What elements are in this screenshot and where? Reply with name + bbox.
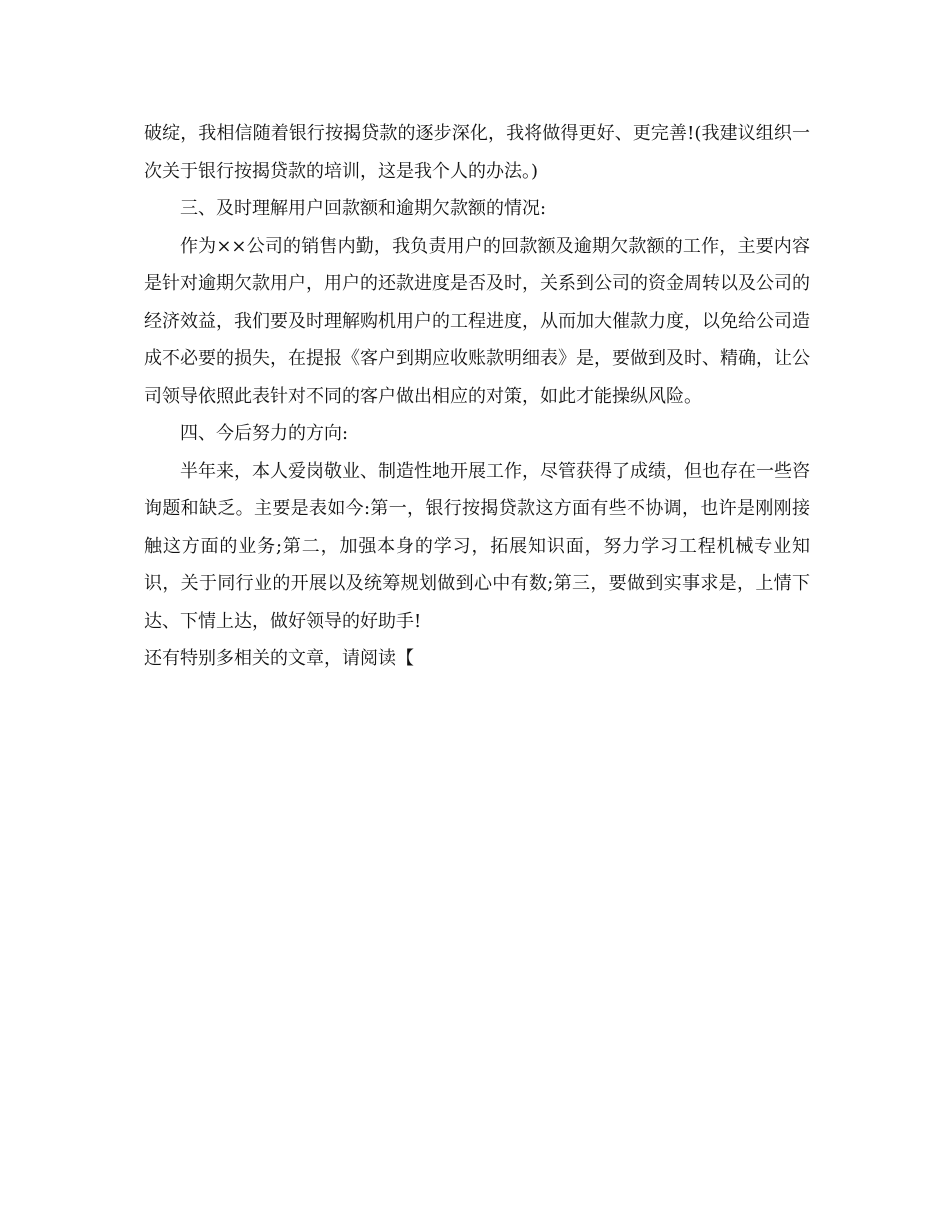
document-body [144,115,810,678]
related-articles-text: 还有特别多相关的文章，请阅读【 [144,648,414,669]
paragraph-continuation: 破绽，我相信随着银行按揭贷款的逐步深化，我将做得更好、更完善!(我建议组织一次关于银行按揭贷款的培训，这是我个人的办法。) [144,123,810,182]
paragraph-section-three: 作为××公司的销售内勤，我负责用户的回款额及逾期欠款额的工作，主要内容是针对逾期欠款用户，用户的还款进度是否及时，关系到公司的资金周转以及公司的经济效益，我们要及时理解购机用户的工程进度，从而加大催款力度，以免给公司造成不必要的损失，在提报《客户到期应收账款明细表》是，要做到及时、精确，让公司领导依照此表针对不同的客户做出相应的对策，如此才能操纵风险。 [144,235,810,407]
section-heading-three: 三、及时理解用户回款额和逾期欠款额的情况: [180,198,547,219]
section-heading-four: 四、今后努力的方向: [180,423,349,444]
paragraph-section-four: 半年来，本人爱岗敬业、制造性地开展工作，尽管获得了成绩，但也存在一些咨询题和缺乏。主要是表如今:第一，银行按揭贷款这方面有些不协调，也许是刚刚接触这方面的业务;第二，加强本身的学习，拓展知识面，努力学习工程机械专业知识，关于同行业的开展以及统筹规划做到心中有数;第三，要做到实事求是，上情下达、下情上达，做好领导的好助手! [144,460,810,632]
